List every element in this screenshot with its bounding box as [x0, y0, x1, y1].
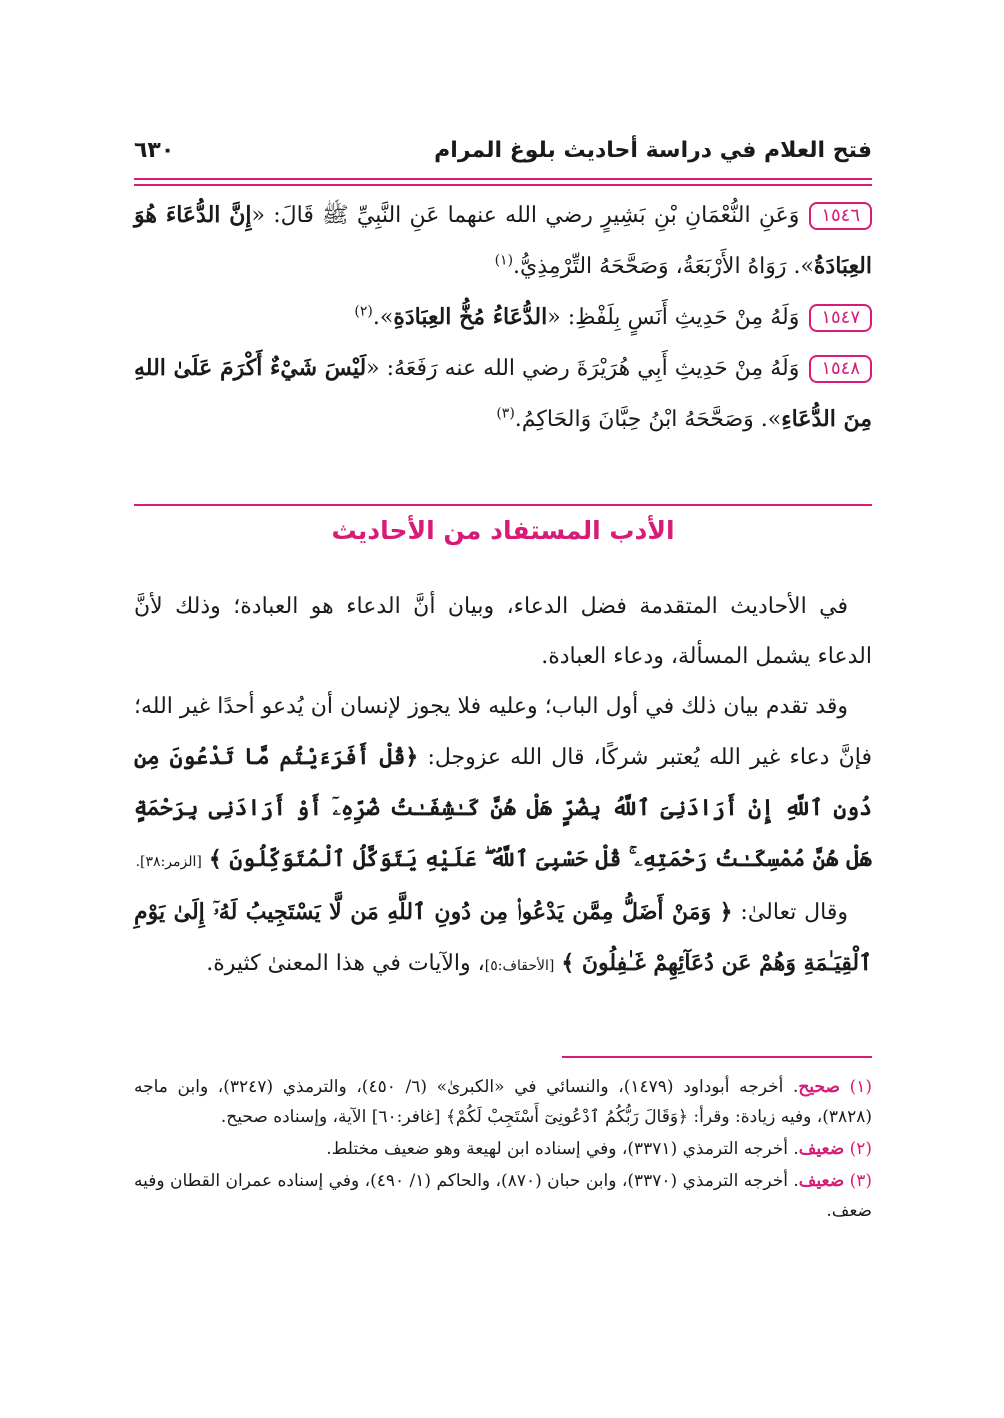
header-rule-top — [134, 178, 872, 180]
page-number: ٦٣٠ — [134, 137, 175, 163]
footnote-ref: (٢) — [354, 303, 373, 320]
hadith-matn: إِنَّ الدُّعَاءَ هُوَ العِبَادَةُ — [134, 202, 872, 279]
hadith-text: وَلَهُ مِنْ حَدِيثِ أَبِي هُرَيْرَةَ رضي الله عنه رَفَعَهُ: « — [366, 356, 800, 381]
footnotes — [134, 1072, 872, 1228]
section-divider — [134, 504, 872, 506]
hadith-text-after: ». رَوَاهُ الأَرْبَعَةُ، وَصَحَّحَهُ التِّرْمِذِيُّ. — [513, 254, 814, 279]
paragraph-text: وقال تعالىٰ: — [732, 900, 848, 925]
quran-verse: ﴿ وَمَنْ أَضَلُّ مِمَّن يَدْعُوا۟ مِن دُونِ ٱللَّهِ مَن لَّا يَسْتَجِيبُ لَهُۥٓ إِلَىٰ يَوْمِ ٱلْقِيَـٰمَةِ وَهُمْ عَن دُعَآئِهِمْ غَـٰفِلُونَ ﴾ — [134, 899, 872, 976]
header-rule-bottom — [134, 184, 872, 186]
hadith-1547 — [134, 292, 872, 343]
footnote-1 — [134, 1072, 872, 1132]
section-title: الأدب المستفاد من الأحاديث — [331, 516, 675, 545]
hadith-1548 — [134, 343, 872, 445]
hadith-number-badge: ١٥٤٨ — [809, 355, 872, 383]
footnote-ref: (٣) — [496, 405, 515, 422]
quran-verse: ﴿قُلْ أَفَرَءَيْتُم مَّا تَدْعُونَ مِن دُونِ ٱللَّهِ إِنْ أَرَادَنِىَ ٱللَّهُ بِضُرٍّ هَلْ هُنَّ كَـٰشِفَـٰتُ ضُرِّهِۦٓ أَوْ أَرَادَنِى بِرَحْمَةٍ هَلْ هُنَّ مُمْسِكَـٰتُ رَحْمَتِهِۦ ۚ قُلْ حَسْبِىَ ٱللَّهُ ۖ عَلَيْهِ يَتَوَكَّلُ ٱلْمُتَوَكِّلُونَ ﴾ — [134, 744, 872, 872]
footnote-text: . أخرجه الترمذي (٣٣٧٠)، وابن حبان (٨٧٠)، والحاكم (١/ ٤٩٠)، وفي إسناده عمران القطان وفيه ضعف. — [134, 1171, 872, 1221]
footnote-grade: صحيح — [798, 1077, 840, 1097]
footnote-text: . أخرجه أبوداود (١٤٧٩)، والنسائي في «الكبرىٰ» (٦/ ٤٥٠)، والترمذي (٣٢٤٧)، وابن ماجه (٣٨٢٨)، وفيه زيادة: وقرأ: ﴿وَقَالَ رَبُّكُمُ ٱدْعُونِىٓ أَسْتَجِبْ لَكُمْ﴾ [غافر:٦٠] الآية، وإسناده صحيح. — [134, 1077, 872, 1127]
verse-reference: [الزمر:٣٨]. — [135, 854, 202, 870]
footnote-3 — [134, 1166, 872, 1226]
hadith-number-badge: ١٥٤٧ — [809, 304, 872, 332]
body-text — [134, 582, 872, 991]
hadith-text-after: ». — [372, 305, 394, 330]
hadith-1546 — [134, 190, 872, 292]
running-title: فتح العلام في دراسة أحاديث بلوغ المرام — [434, 137, 872, 163]
footnote-number: (٣) — [849, 1171, 873, 1191]
footnote-ref: (١) — [494, 252, 514, 269]
footnote-text: . أخرجه الترمذي (٣٣٧١)، وفي إسناده ابن لهيعة وهو ضعيف مختلط. — [326, 1139, 799, 1159]
footnote-2 — [134, 1134, 872, 1164]
footnote-grade: ضعيف — [798, 1139, 845, 1159]
footnote-number: (٢) — [849, 1139, 872, 1159]
footnote-separator — [562, 1056, 872, 1058]
verse-reference: [الأحقاف:٥] — [484, 958, 555, 974]
hadith-number-badge: ١٥٤٦ — [809, 202, 872, 230]
hadith-block — [134, 190, 872, 445]
paragraph-3 — [134, 887, 872, 991]
paragraph-1: في الأحاديث المتقدمة فضل الدعاء، وبيان أنَّ الدعاء هو العبادة؛ وذلك لأنَّ الدعاء يشمل المسألة، ودعاء العبادة. — [134, 594, 872, 669]
hadith-text: وَلَهُ مِنْ حَدِيثِ أَنَسٍ بِلَفْظِ: « — [547, 305, 800, 330]
footnote-grade: ضعيف — [798, 1171, 845, 1191]
paragraph-text-after: ، والآيات في هذا المعنىٰ كثيرة. — [206, 951, 485, 976]
footnote-number: (١) — [849, 1077, 872, 1097]
paragraph-text: وقد تقدم بيان ذلك في أول الباب؛ وعليه فلا يجوز لإنسان أن يُدعو أحدًا غير الله؛ فإنَّ دعاء غير الله يُعتبر شركًا، قال الله عزوجل: — [134, 694, 873, 770]
hadith-matn: لَيْسَ شَيْءٌ أَكْرَمَ عَلَىٰ اللهِ مِنَ الدُّعَاءِ — [134, 355, 872, 432]
hadith-matn: الدُّعَاءُ مُخُّ العِبَادَةِ — [393, 304, 548, 330]
hadith-text-after: ». وَصَحَّحَهُ ابْنُ حِبَّانَ وَالحَاكِمُ. — [514, 407, 782, 432]
hadith-text: وَعَنِ النُّعْمَانِ بْنِ بَشِيرٍ رضي الله عنهما عَنِ النَّبِيِّ ﷺ قَالَ: « — [251, 203, 800, 228]
paragraph-2 — [134, 682, 872, 887]
page-header — [134, 130, 872, 170]
